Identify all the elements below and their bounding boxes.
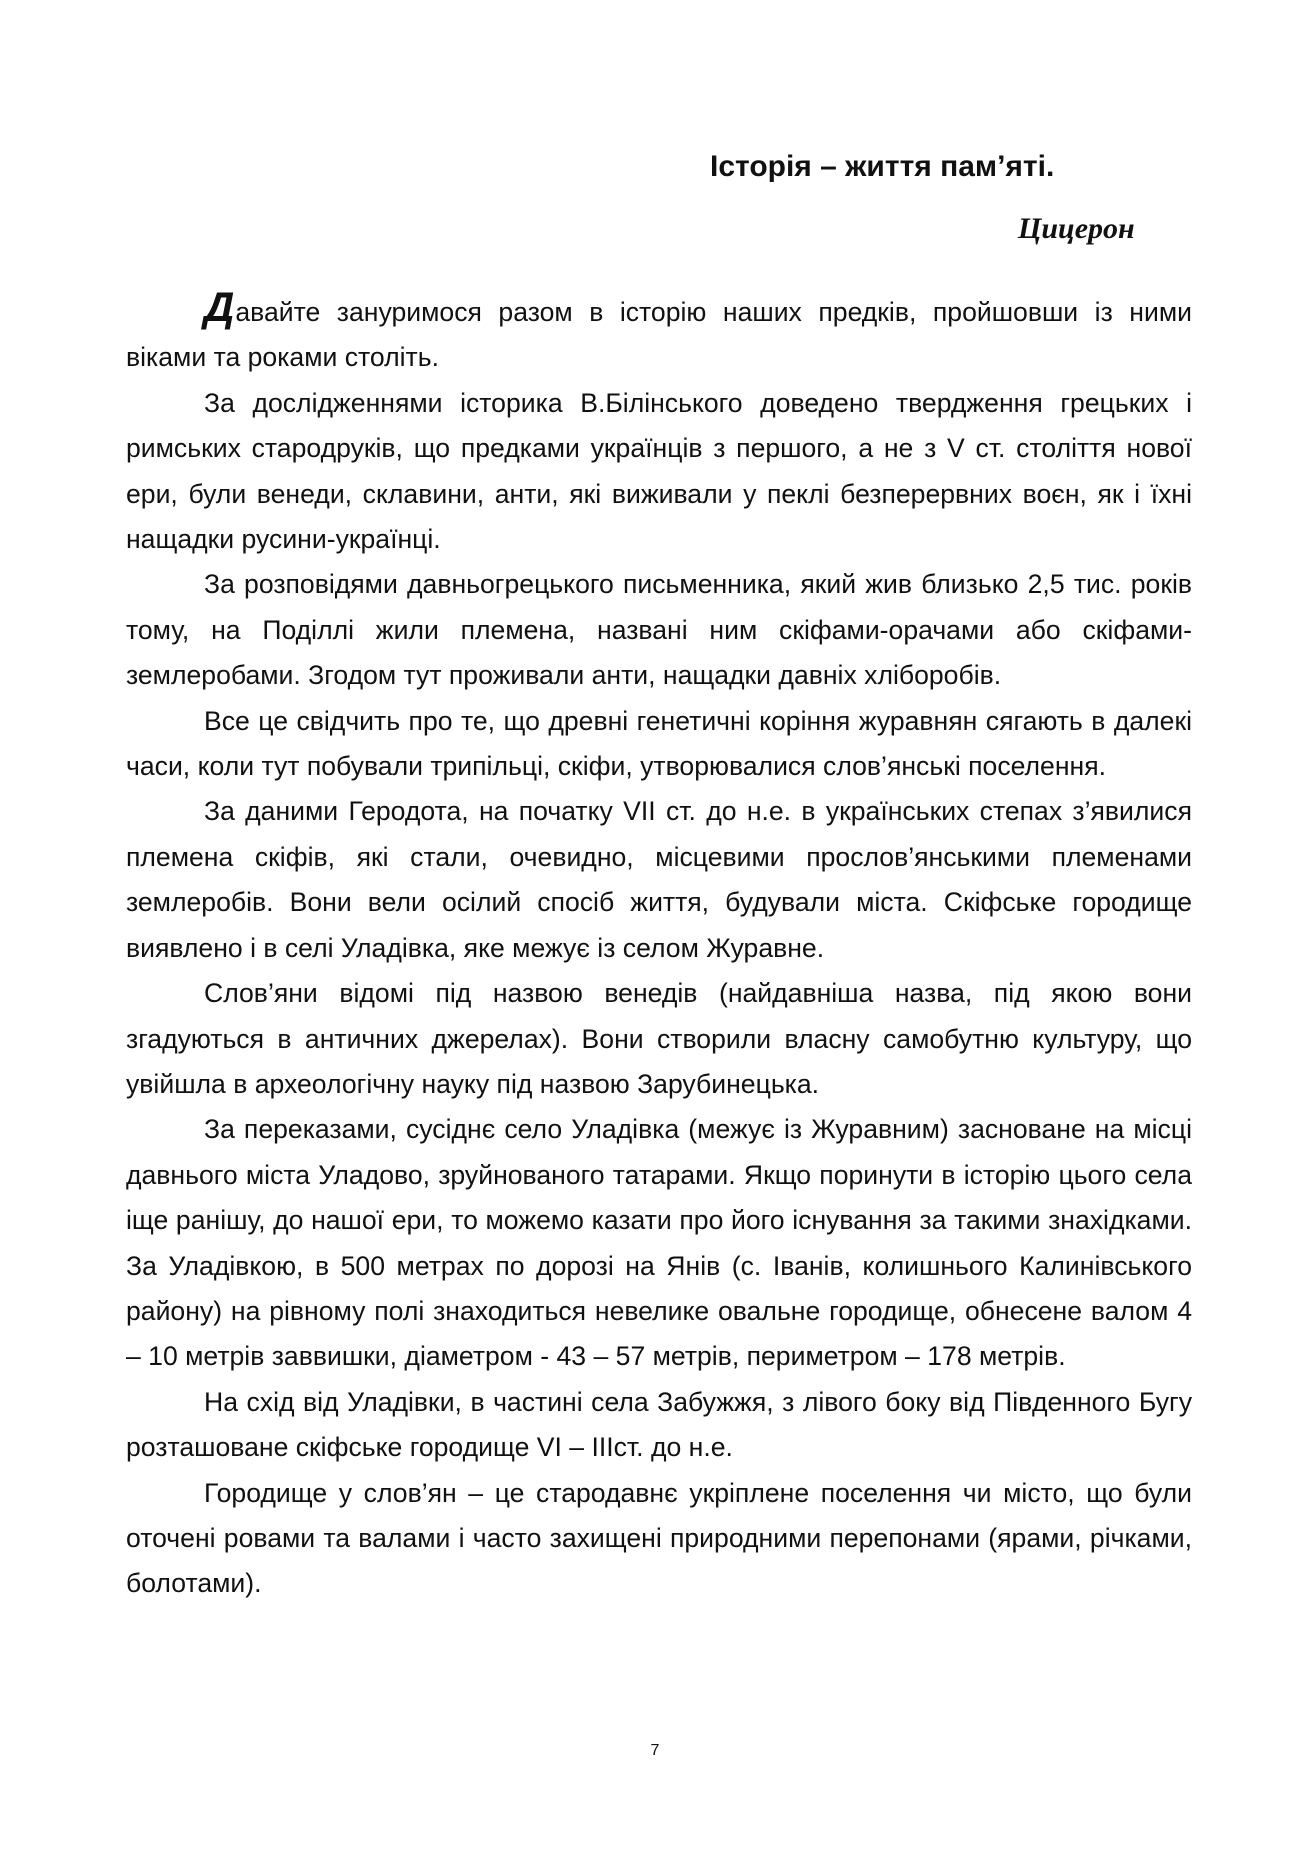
paragraph: За даними Геродота, на початку VII ст. до н.е. в українських степах з’явилися племена скіфів, які стали, очевидно, місцевими прослов’янськими племенами землеробів. Вони вели осілий спосіб життя, будували міста. Скіфське городище виявлено і в селі Уладівка, яке межує із селом Журавне. [126,796,1192,963]
paragraph: За дослідженнями історика В.Білінського доведено твердження грецьких і римських стародруків, що предками українців з першого, а не з V ст. століття нової ери, були венеди, склавини, анти, які виживали у пеклі безперервних воєн, як і їхні нащадки русини-українці. [126,387,1192,555]
page-number: 7 [650,1742,660,1759]
paragraph: За розповідями давньогрецького письменника, який жив близько 2,5 тис. років тому, на Поділлі жили племена, названі ним скіфами-орачами або скіфами-землеробами. Згодом тут проживали анти, нащадки давніх хліборобів. [126,569,1192,691]
epigraph-quote: Історія – життя пам’яті. [710,150,1055,183]
paragraph-text: авайте зануримося разом в історію наших предків, пройшовши із ними віками та роками століть. [126,297,1192,373]
paragraph: Все це свідчить про те, що древні генетичні коріння журавнян сягають в далекі часи, коли тут побували трипільці, скіфи, утворювалися слов’янські поселення. [126,705,1192,782]
epigraph-author: Цицерон [1018,212,1135,245]
drop-cap-letter: Д [204,283,236,330]
body-text [126,283,1192,1607]
paragraph: Слов’яни відомі під назвою венедів (найдавніша назва, під якою вони згадуються в античних джерелах). Вони створили власну самобутню культуру, що увійшла в археологічну науку під назвою Зарубинецька. [126,978,1192,1099]
paragraph-intro [126,283,1192,381]
paragraph: На схід від Уладівки, в частині села Забужжя, з лівого боку від Південного Бугу розташоване скіфське городище VI – IIIст. до н.е. [126,1386,1192,1463]
paragraph: За переказами, сусіднє село Уладівка (межує із Журавним) засноване на місці давнього міста Уладово, зруйнованого татарами. Якщо поринути в історію цього села іще ранішу, до нашої ери, то можемо казати про його існування за такими знахідками. За Уладівкою, в 500 метрах по дорозі на Янів (с. Іванів, колишнього Калинівського району) на рівному полі знаходиться невелике овальне городище, обнесене валом 4 – 10 метрів заввишки, діаметром - 43 – 57 метрів, периметром – 178 метрів. [126,1114,1192,1372]
paragraph: Городище у слов’ян – це стародавнє укріплене поселення чи місто, що були оточені ровами та валами і часто захищені природними перепонами (ярами, річками, болотами). [126,1477,1192,1599]
